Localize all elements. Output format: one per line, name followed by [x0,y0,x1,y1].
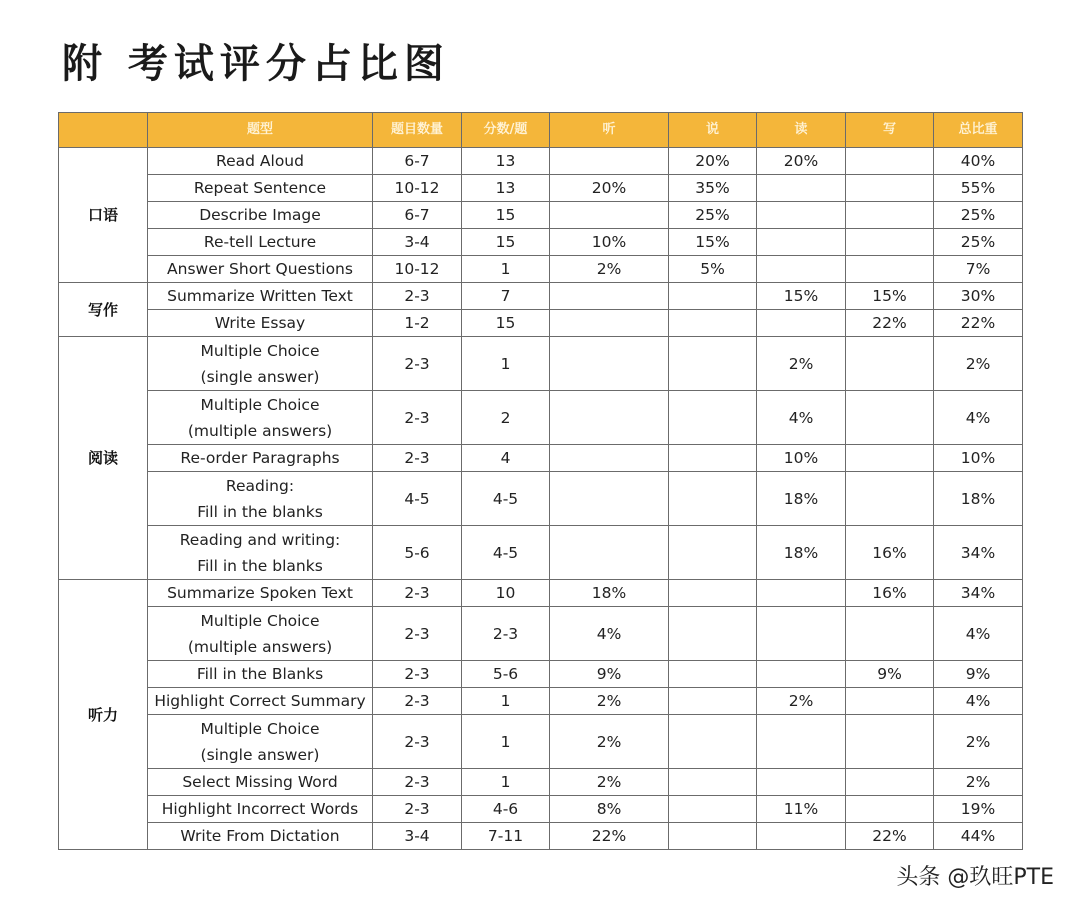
section-label: 写作 [59,283,148,337]
write-cell: 22% [846,310,934,337]
read-cell: 11% [757,796,846,823]
count-cell: 3-4 [373,823,462,850]
type-line: Reading: [225,476,295,495]
speak-cell [669,607,757,661]
type-cell [148,688,373,715]
type-line: (multiple answers) [187,421,333,440]
total-cell: 40% [934,148,1023,175]
listen-cell [550,283,669,310]
write-cell [846,229,934,256]
score-table [58,112,1023,850]
score-cell: 1 [462,688,550,715]
type-cell [148,175,373,202]
speak-cell [669,796,757,823]
table-row [59,796,1023,823]
speak-cell [669,715,757,769]
speak-cell [669,310,757,337]
total-cell: 2% [934,769,1023,796]
table-row [59,688,1023,715]
total-cell: 44% [934,823,1023,850]
total-cell: 2% [934,337,1023,391]
listen-cell: 9% [550,661,669,688]
total-cell: 34% [934,580,1023,607]
type-line: Highlight Incorrect Words [161,800,359,818]
count-cell: 2-3 [373,283,462,310]
score-cell: 15 [462,310,550,337]
write-cell [846,148,934,175]
total-cell: 7% [934,256,1023,283]
score-cell: 13 [462,148,550,175]
score-cell: 4-6 [462,796,550,823]
total-cell: 4% [934,688,1023,715]
type-line: Fill in the blanks [197,556,323,575]
total-cell: 4% [934,391,1023,445]
section-label: 阅读 [59,337,148,580]
type-cell [148,202,373,229]
listen-cell: 2% [550,715,669,769]
score-cell: 13 [462,175,550,202]
read-cell: 10% [757,445,846,472]
write-cell [846,715,934,769]
listen-cell: 18% [550,580,669,607]
count-cell: 10-12 [373,175,462,202]
type-line: Highlight Correct Summary [154,692,366,710]
count-cell: 2-3 [373,391,462,445]
write-cell: 9% [846,661,934,688]
read-cell: 15% [757,283,846,310]
write-cell [846,472,934,526]
header-cell-write: 写 [846,113,934,148]
read-cell [757,202,846,229]
total-cell: 55% [934,175,1023,202]
type-line: Repeat Sentence [193,179,327,197]
table-row [59,580,1023,607]
write-cell [846,202,934,229]
count-cell: 2-3 [373,688,462,715]
table-row [59,715,1023,769]
write-cell [846,337,934,391]
header-cell-score: 分数/题 [462,113,550,148]
watermark: 头条 @玖旺PTE [896,865,1054,890]
table-row [59,337,1023,391]
score-cell: 2-3 [462,607,550,661]
count-cell: 2-3 [373,715,462,769]
table-row [59,445,1023,472]
read-cell [757,310,846,337]
type-cell [148,823,373,850]
count-cell: 10-12 [373,256,462,283]
speak-cell [669,526,757,580]
table-row [59,283,1023,310]
table-row [59,391,1023,445]
score-cell: 15 [462,229,550,256]
speak-cell [669,823,757,850]
header-cell-read: 读 [757,113,846,148]
speak-cell: 5% [669,256,757,283]
count-cell: 6-7 [373,148,462,175]
write-cell [846,688,934,715]
listen-cell [550,148,669,175]
type-line: Re-tell Lecture [203,233,317,251]
type-line: Summarize Spoken Text [167,584,353,602]
table-row [59,256,1023,283]
listen-cell [550,337,669,391]
speak-cell [669,283,757,310]
table-row [59,148,1023,175]
type-cell [148,256,373,283]
score-cell: 2 [462,391,550,445]
speak-cell [669,472,757,526]
type-line: Answer Short Questions [167,260,353,278]
type-line: Describe Image [199,206,321,224]
total-cell: 10% [934,445,1023,472]
type-cell [148,526,373,580]
write-cell: 16% [846,526,934,580]
table-header-row [59,113,1023,148]
type-line: (single answer) [200,367,320,386]
write-cell: 22% [846,823,934,850]
write-cell [846,256,934,283]
type-cell [148,472,373,526]
total-cell: 22% [934,310,1023,337]
score-cell: 1 [462,715,550,769]
write-cell [846,175,934,202]
count-cell: 2-3 [373,607,462,661]
write-cell: 15% [846,283,934,310]
listen-cell [550,526,669,580]
type-line: Write Essay [214,314,306,332]
speak-cell [669,661,757,688]
speak-cell: 15% [669,229,757,256]
header-cell-speak: 说 [669,113,757,148]
type-line: Select Missing Word [182,773,338,791]
listen-cell [550,445,669,472]
table-row [59,607,1023,661]
count-cell: 5-6 [373,526,462,580]
write-cell [846,391,934,445]
type-line: Multiple Choice [200,611,320,630]
count-cell: 1-2 [373,310,462,337]
read-cell: 4% [757,391,846,445]
type-line: Re-order Paragraphs [180,449,340,467]
write-cell [846,796,934,823]
read-cell: 2% [757,688,846,715]
speak-cell [669,337,757,391]
total-cell: 9% [934,661,1023,688]
listen-cell: 4% [550,607,669,661]
type-cell [148,715,373,769]
header-cell-type: 题型 [148,113,373,148]
type-cell [148,661,373,688]
count-cell: 2-3 [373,661,462,688]
listen-cell: 2% [550,769,669,796]
read-cell [757,769,846,796]
listen-cell: 20% [550,175,669,202]
type-cell [148,391,373,445]
listen-cell [550,202,669,229]
type-line: Multiple Choice [200,395,320,414]
score-cell: 4 [462,445,550,472]
speak-cell: 35% [669,175,757,202]
listen-cell [550,391,669,445]
type-cell [148,445,373,472]
count-cell: 2-3 [373,445,462,472]
total-cell: 2% [934,715,1023,769]
table-row [59,472,1023,526]
read-cell [757,607,846,661]
read-cell: 18% [757,472,846,526]
count-cell: 2-3 [373,580,462,607]
type-cell [148,580,373,607]
speak-cell [669,769,757,796]
count-cell: 6-7 [373,202,462,229]
count-cell: 3-4 [373,229,462,256]
listen-cell: 2% [550,688,669,715]
read-cell [757,823,846,850]
type-cell [148,337,373,391]
type-line: Multiple Choice [200,719,320,738]
speak-cell: 25% [669,202,757,229]
speak-cell [669,445,757,472]
type-cell [148,148,373,175]
type-line: (multiple answers) [187,637,333,656]
read-cell [757,715,846,769]
listen-cell: 22% [550,823,669,850]
write-cell [846,445,934,472]
type-cell [148,310,373,337]
read-cell [757,175,846,202]
score-cell: 4-5 [462,526,550,580]
total-cell: 25% [934,229,1023,256]
table-row [59,661,1023,688]
section-label: 听力 [59,580,148,850]
listen-cell [550,310,669,337]
score-cell: 1 [462,769,550,796]
table-row [59,229,1023,256]
type-cell [148,796,373,823]
table-row [59,202,1023,229]
score-cell: 10 [462,580,550,607]
table-row [59,310,1023,337]
speak-cell [669,688,757,715]
speak-cell: 20% [669,148,757,175]
type-cell [148,283,373,310]
write-cell [846,769,934,796]
read-cell: 20% [757,148,846,175]
type-cell [148,229,373,256]
type-line: Read Aloud [216,152,304,170]
total-cell: 4% [934,607,1023,661]
type-line: Write From Dictation [180,827,340,845]
table-row [59,769,1023,796]
type-cell [148,607,373,661]
score-cell: 15 [462,202,550,229]
write-cell: 16% [846,580,934,607]
read-cell [757,256,846,283]
speak-cell [669,580,757,607]
listen-cell: 2% [550,256,669,283]
type-line: Summarize Written Text [167,287,353,305]
listen-cell [550,472,669,526]
header-cell-count: 题目数量 [373,113,462,148]
page-title: 附 考试评分占比图 [62,40,450,87]
total-cell: 34% [934,526,1023,580]
count-cell: 2-3 [373,796,462,823]
header-cell-listen: 听 [550,113,669,148]
read-cell [757,229,846,256]
section-label: 口语 [59,148,148,283]
total-cell: 25% [934,202,1023,229]
count-cell: 2-3 [373,769,462,796]
listen-cell: 10% [550,229,669,256]
type-line: Fill in the Blanks [196,665,324,683]
type-cell [148,769,373,796]
score-cell: 7-11 [462,823,550,850]
read-cell [757,661,846,688]
score-cell: 5-6 [462,661,550,688]
listen-cell: 8% [550,796,669,823]
table-row [59,823,1023,850]
total-cell: 30% [934,283,1023,310]
type-line: Reading and writing: [179,530,341,549]
type-line: Fill in the blanks [197,502,323,521]
type-line: (single answer) [200,745,320,764]
score-cell: 7 [462,283,550,310]
table-row [59,175,1023,202]
read-cell: 18% [757,526,846,580]
read-cell: 2% [757,337,846,391]
count-cell: 2-3 [373,337,462,391]
speak-cell [669,391,757,445]
table-body [59,148,1023,850]
score-cell: 4-5 [462,472,550,526]
header-cell-section [59,113,148,148]
count-cell: 4-5 [373,472,462,526]
total-cell: 19% [934,796,1023,823]
type-line: Multiple Choice [200,341,320,360]
write-cell [846,607,934,661]
header-cell-total: 总比重 [934,113,1023,148]
table-row [59,526,1023,580]
read-cell [757,580,846,607]
total-cell: 18% [934,472,1023,526]
score-cell: 1 [462,337,550,391]
score-cell: 1 [462,256,550,283]
